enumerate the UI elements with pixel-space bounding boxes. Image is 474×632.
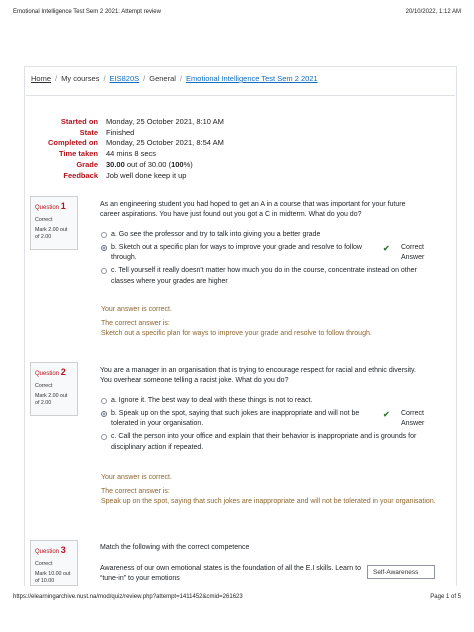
question-status: Correct — [35, 560, 53, 567]
option-text: a. Ignore it. The best way to deal with these things is not to react. — [111, 397, 313, 404]
question-info-2 — [30, 362, 78, 416]
breadcrumb-general[interactable]: General — [149, 74, 176, 83]
summary-value: Job well done keep it up — [106, 170, 187, 180]
summary-value: Monday, 25 October 2021, 8:54 AM — [106, 138, 224, 148]
summary-value: 44 mins 8 secs — [106, 149, 157, 159]
option-text: a. Go see the professor and try to talk into giving you a better grade — [111, 231, 321, 238]
question-text: You are a manager in an organisation that is trying to encourage respect for racial and ethnic diversity. You overhear someone telling a racist joke. What do you do? — [100, 367, 416, 385]
question-mark: Mark 2.00 out of 2.00 — [35, 393, 68, 406]
summary-row-started — [40, 116, 224, 127]
summary-label: Grade — [76, 160, 98, 170]
correct-check-icon: ✔ — [383, 410, 390, 420]
question-number — [35, 201, 73, 213]
print-footer — [13, 594, 461, 600]
answer-option[interactable] — [101, 396, 441, 406]
breadcrumb-divider — [26, 95, 455, 96]
question-feedback — [101, 305, 441, 339]
summary-label: Started on — [60, 116, 98, 126]
right-answer: Sketch out a specific plan for ways to improve your grade and resolve to follow through. — [101, 330, 372, 338]
right-answer-label: The correct answer is: — [101, 488, 170, 496]
answer-options — [101, 230, 441, 290]
grade-end: %) — [183, 160, 193, 170]
radio-button-selected[interactable] — [101, 411, 107, 417]
attempt-summary — [40, 116, 224, 181]
radio-button[interactable] — [101, 434, 107, 440]
right-answer: Speak up on the spot, saying that such jokes are inappropriate and will not be tolerated in your organisation. — [101, 498, 436, 506]
answer-options — [101, 396, 441, 456]
grade-percent: 100 — [171, 160, 184, 170]
breadcrumb-separator: / — [103, 74, 106, 83]
breadcrumb-separator: / — [55, 74, 58, 83]
summary-value — [98, 160, 193, 169]
correct-message: Your answer is correct. — [101, 474, 172, 481]
radio-button[interactable] — [101, 268, 107, 274]
grade-score: 30.00 — [106, 160, 125, 170]
summary-label: State — [79, 127, 98, 137]
question-number-value: 3 — [60, 545, 66, 555]
competence-select[interactable]: Self-Awareness — [367, 565, 435, 579]
breadcrumb-separator: / — [179, 74, 183, 83]
summary-row-grade — [40, 159, 224, 170]
answer-option[interactable] — [101, 266, 441, 286]
question-number-value: 2 — [60, 367, 66, 377]
breadcrumb-home[interactable]: Home — [31, 74, 52, 83]
question-mark: Mark 10.00 out of 10.00 — [35, 571, 71, 584]
question-text: Match the following with the correct competence — [100, 544, 250, 551]
question-text: As an engineering student you had hoped to get an A in a course that was important for your future career aspirations. You have just found out you got a C in midterm. What do you do? — [100, 201, 406, 219]
summary-label: Completed on — [48, 138, 98, 148]
option-text: b. Sketch out a specific plan for ways to improve your grade and resolve to follow through. — [111, 244, 362, 262]
breadcrumb-separator: / — [143, 74, 146, 83]
print-header — [13, 9, 461, 15]
summary-row-state — [40, 127, 224, 138]
summary-value: Monday, 25 October 2021, 8:10 AM — [106, 116, 224, 126]
print-url: https://elearningarchive.nust.na/mod/quiz/review.php?attempt=1411452&cmid=261623 — [13, 594, 243, 600]
question-number-value: 1 — [60, 201, 66, 211]
answer-feedback: Correct Answer — [401, 244, 425, 262]
question-number-label: Question — [35, 205, 61, 211]
option-text: c. Call the person into your office and explain that their behavior is inappropriate and is grounds for disciplinary action if repeated. — [111, 433, 417, 451]
radio-button-selected[interactable] — [101, 245, 107, 251]
print-title: Emotional Intelligence Test Sem 2 2021: Attempt review — [13, 9, 161, 15]
question-mark: Mark 2.00 out of 2.00 — [35, 227, 68, 240]
answer-feedback: Correct Answer — [401, 410, 425, 428]
answer-option[interactable] — [101, 230, 441, 240]
correct-message: Your answer is correct. — [101, 306, 172, 313]
breadcrumb — [31, 74, 318, 83]
grade-out-of: out of 30.00 ( — [124, 160, 172, 170]
summary-label: Time taken — [58, 149, 98, 159]
radio-button[interactable] — [101, 398, 107, 404]
right-answer-label: The correct answer is: — [101, 320, 170, 328]
answer-option[interactable] — [101, 432, 441, 452]
answer-option[interactable] — [101, 243, 441, 263]
summary-row-feedback — [40, 170, 224, 181]
summary-row-time — [40, 148, 224, 159]
question-info-1 — [30, 196, 78, 250]
question-number-label: Question — [35, 549, 61, 555]
option-text: c. Tell yourself it really doesn't matter how much you do in the course, concentrate instead on other classes where your grades are higher — [111, 267, 417, 285]
match-statement: Awareness of our own emotional states is the foundation of all the E.I skills. Learn to “tune-in” to your emotions — [100, 565, 361, 583]
summary-label: Feedback — [63, 170, 98, 180]
question-number-label: Question — [35, 371, 61, 377]
radio-button[interactable] — [101, 232, 107, 238]
answer-option[interactable] — [101, 409, 441, 429]
question-status: Correct — [35, 382, 53, 389]
question-number — [35, 545, 73, 557]
breadcrumb-quiz[interactable]: Emotional Intelligence Test Sem 2 2021 — [186, 74, 318, 83]
question-info-3 — [30, 540, 78, 586]
breadcrumb-my-courses[interactable]: My courses — [61, 74, 100, 83]
question-feedback — [101, 473, 441, 507]
breadcrumb-course[interactable]: EIS820S — [109, 74, 140, 83]
correct-check-icon: ✔ — [383, 244, 390, 254]
summary-value: Finished — [106, 127, 135, 137]
question-number — [35, 367, 73, 379]
summary-row-completed — [40, 138, 224, 149]
print-datetime: 20/10/2022, 1:12 AM — [405, 9, 461, 15]
print-page-number: Page 1 of 5 — [430, 594, 461, 600]
question-status: Correct — [35, 216, 53, 223]
option-text: b. Speak up on the spot, saying that such jokes are inappropriate and will not be tolerated in your organisation. — [111, 410, 360, 428]
